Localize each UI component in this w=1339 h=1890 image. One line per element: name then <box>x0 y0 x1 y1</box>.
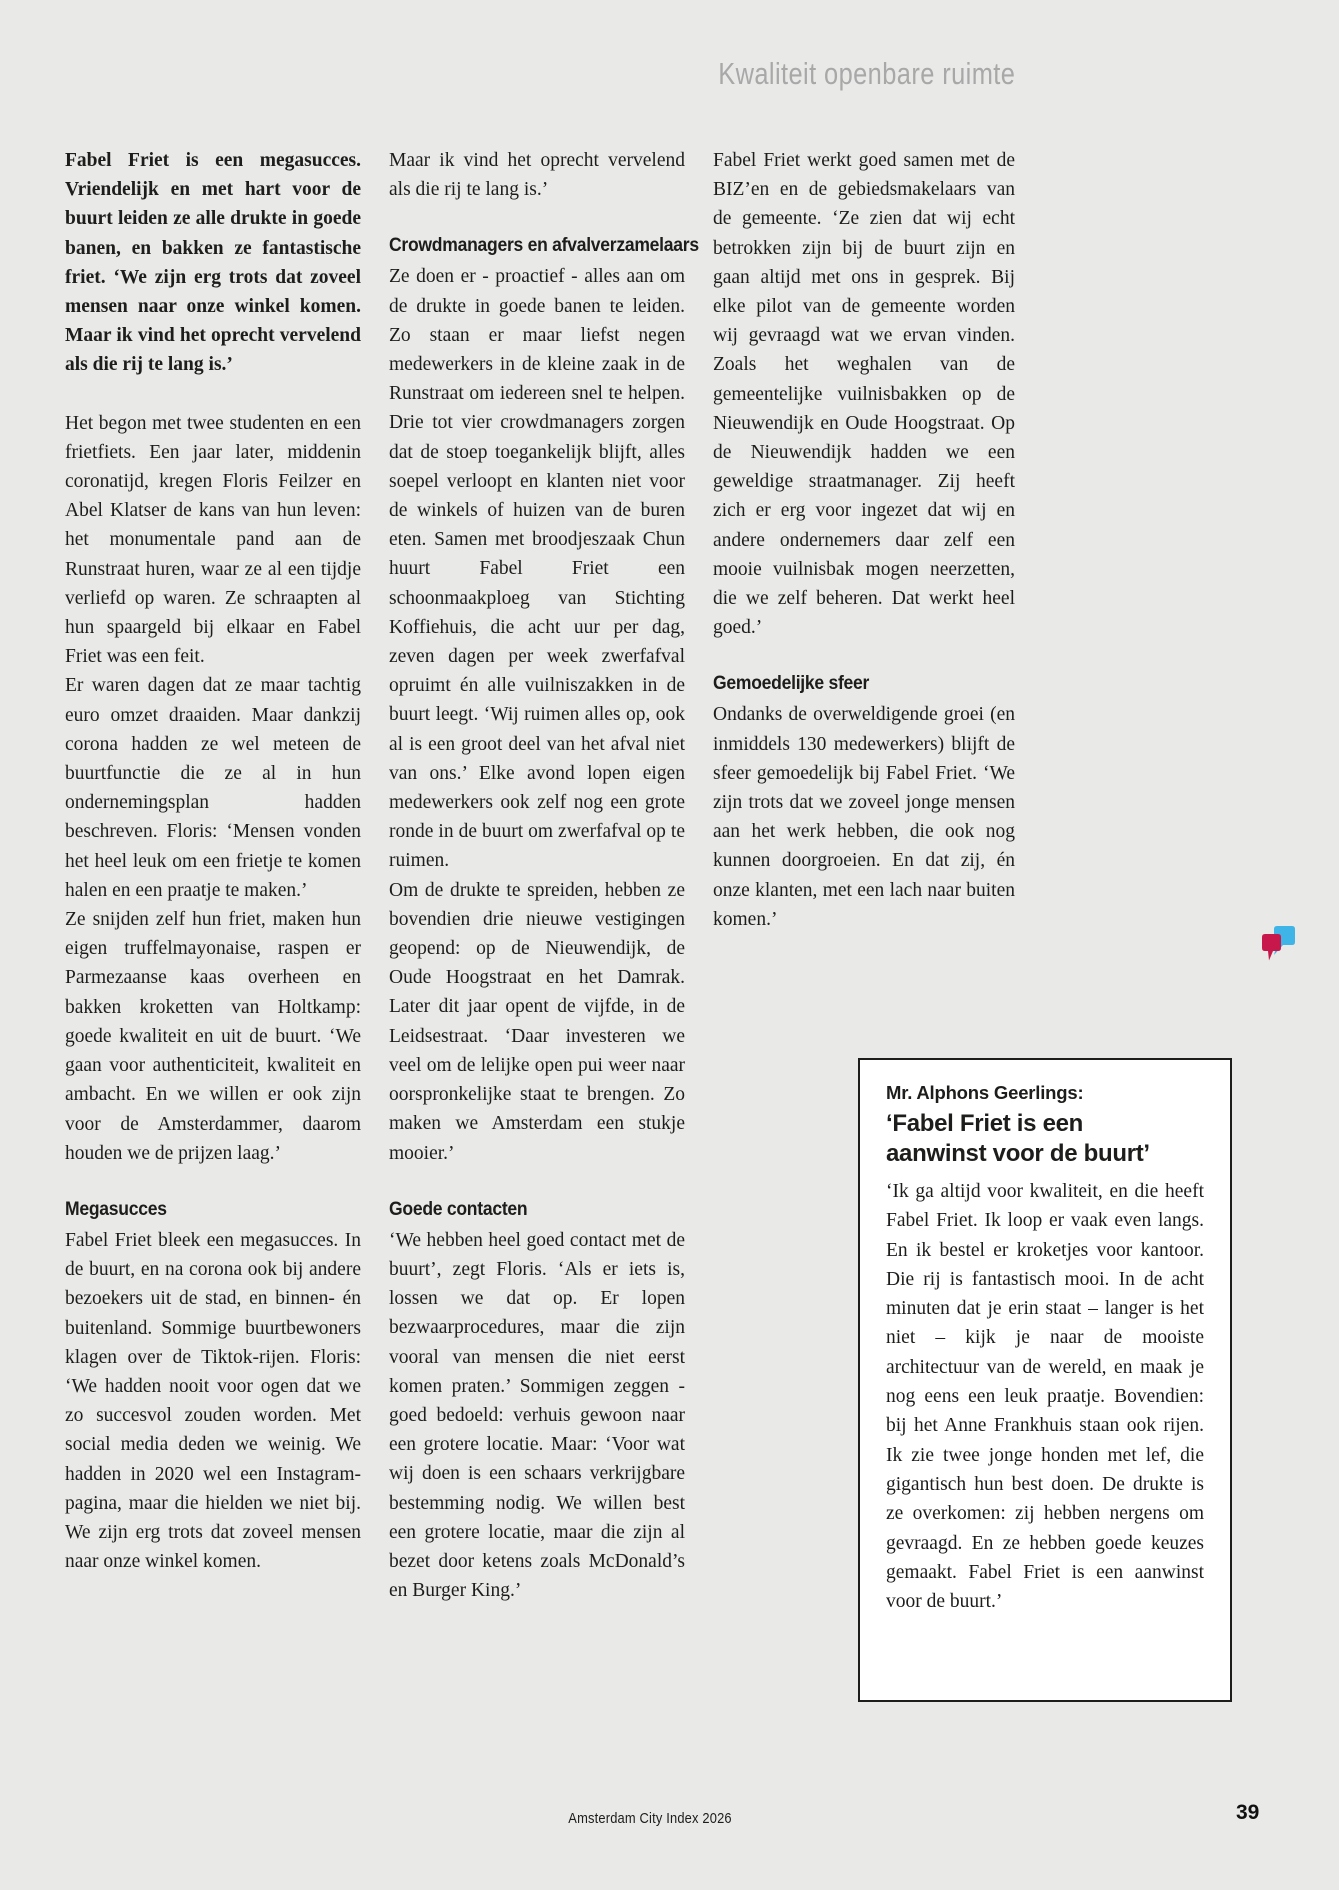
body-paragraph: ‘We hebben heel goed contact met de buurt’, zegt Floris. ‘Als er iets is, lossen we dat op. Er lopen bezwaarprocedures, maar die zijn vooral van mensen die niet eerst komen praten.’ Sommigen zeggen - goed bedoeld: verhuis gewoon naar een grotere locatie. Maar: ‘Voor wat wij doen is een schaars verkrijgbare bestemming nodig. We willen best een grotere locatie, maar die zijn al bezet door ketens zoals McDonald’s en Burger King.’ <box>389 1229 685 1602</box>
quote-box-body: ‘Ik ga altijd voor kwaliteit, en die heeft Fabel Friet. Ik loop er vaak even langs. En ik bestel er kroketjes voor kantoor. Die rij is fantastisch mooi. In de acht minuten dat je erin staat – langer is het niet – kijk je naar de mooiste architectuur van de wereld, en maak je nog eens een leuk praatje. Bovendien: bij het Anne Frankhuis staan ook rijen. Ik zie twee jonge honden met lef, die gigantisch hun best doen. De drukte is ze overkomen: zij hebben nergens om gevraagd. En ze hebben goede keuzes gemaakt. Fabel Friet is een aanwinst voor de buurt.’ <box>886 1181 1204 1613</box>
body-paragraph: Fabel Friet werkt goed samen met de BIZ’en en de gebiedsmakelaars van de gemeente. ‘Ze zien dat wij echt betrokken zijn bij de buurt zijn en gaan altijd met ons in gesprek. Bij elke pilot van de gemeente worden wij gevraagd wat we ervan vinden. Zoals het weghalen van de gemeentelijke vuilnisbakken op de Nieuwendijk en Oude Hoogstraat. Op de Nieuwendijk hadden we een geweldige straatmanager. Zij heeft zich er erg voor ingezet dat wij en andere ondernemers daar zelf een mooie vuilnisbak mogen neerzetten, die we zelf beheren. Dat werkt heel goed.’ <box>713 150 1015 639</box>
logo-red-bubble <box>1262 934 1281 961</box>
page-title: Kwaliteit openbare ruimte <box>717 56 1015 91</box>
speech-bubbles-logo-icon <box>1259 924 1297 964</box>
article-column-1 <box>65 146 361 1576</box>
section-heading-goede-contacten: Goede contacten <box>389 1197 528 1220</box>
article-intro-paragraph: Fabel Friet is een megasucces. Vriendelijk en met hart voor de buurt leiden ze alle drukte in goede banen, en bakken ze fantastische friet. ‘We zijn erg trots dat zoveel mensen naar onze winkel komen. Maar ik vind het oprecht vervelend als die rij te lang is.’ <box>65 150 361 376</box>
article-column-2 <box>389 146 699 1605</box>
page-number: 39 <box>1236 1801 1260 1824</box>
body-paragraph: Fabel Friet bleek een megasucces. In de buurt, en na corona ook bij andere bezoekers uit de stad, en binnen- én buitenland. Sommige buurtbewoners klagen over de Tiktok-rijen. Floris: ‘We hadden nooit voor ogen dat we zo succesvol zouden worden. Met social media deden we weinig. We hadden in 2020 wel een Instagram-pagina, maar die hielden we niet bij. We zijn erg trots dat zoveel mensen naar onze winkel komen. <box>65 1229 361 1573</box>
article-column-3 <box>713 146 1015 934</box>
body-paragraph: Het begon met twee studenten en een frietfiets. Een jaar later, middenin coronatijd, kregen Floris Feilzer en Abel Klatser de kans van hun leven: het monumentale pand aan de Runstraat huren, waar ze al een tijdje verliefd op waren. Ze schraapten al hun spaargeld bij elkaar en Fabel Friet was een feit. <box>65 412 361 668</box>
quote-box <box>858 1058 1232 1702</box>
quote-box-title <box>886 1109 1204 1169</box>
body-paragraph: Maar ik vind het oprecht vervelend als die rij te lang is.’ <box>389 150 685 201</box>
footer-publication-title: Amsterdam City Index 2026 <box>568 1810 732 1827</box>
body-paragraph: Ondanks de overweldigende groei (en inmiddels 130 medewerkers) blijft de sfeer gemoedelijk bij Fabel Friet. ‘We zijn trots dat we zoveel jonge mensen aan het werk hebben, die ook nog kunnen doorgroeien. En dat zij, én onze klanten, met een lach naar buiten komen.’ <box>713 704 1015 930</box>
section-heading-crowdmanagers: Crowdmanagers en afvalverzamelaars <box>389 234 699 257</box>
section-heading-gemoedelijke-sfeer: Gemoedelijke sfeer <box>713 672 870 695</box>
quote-box-title-line1: ‘Fabel Friet is een <box>886 1110 1084 1137</box>
section-heading-megasucces: Megasucces <box>65 1197 167 1220</box>
quote-box-title-line2: aanwinst voor de buurt’ <box>886 1140 1150 1167</box>
body-paragraph: Ze doen er - proactief - alles aan om de drukte in goede banen te leiden. Zo staan er maar liefst negen medewerkers in de kleine zaak in de Runstraat om iedereen snel te helpen. Drie tot vier crowdmanagers zorgen dat de stoep toegankelijk blijft, alles soepel verloopt en klanten niet voor de winkels of huizen van de buren eten. Samen met broodjeszaak Chun huurt Fabel Friet een schoonmaakploeg van Stichting Koffiehuis, die acht uur per dag, zeven dagen per week zwerfafval opruimt én alle vuilniszakken in de buurt leegt. ‘Wij ruimen alles op, ook al is een groot deel van het afval niet van ons.’ Elke avond lopen eigen medewerkers ook zelf nog een grote ronde in de buurt om zwerfafval op te ruimen. <box>389 266 685 872</box>
body-paragraph: Ze snijden zelf hun friet, maken hun eigen truffelmayonaise, raspen er Parmezaanse kaas overheen en bakken kroketten van Holtkamp: goede kwaliteit en uit de buurt. ‘We gaan voor authenticiteit, kwaliteit en ambacht. En we willen er ook zijn voor de Amsterdammer, daarom houden we de prijzen laag.’ <box>65 909 361 1164</box>
quote-box-kicker: Mr. Alphons Geerlings: <box>886 1082 1084 1103</box>
body-paragraph: Er waren dagen dat ze maar tachtig euro omzet draaiden. Maar dankzij corona hadden ze wel meteen de buurtfunctie die ze al in hun ondernemingsplan hadden beschreven. Floris: ‘Mensen vonden het heel leuk om een frietje te komen halen en een praatje te maken.’ <box>65 675 361 901</box>
body-paragraph: Om de drukte te spreiden, hebben ze bovendien drie nieuwe vestigingen geopend: op de Nieuwendijk, de Oude Hoogstraat en het Damrak. Later dit jaar opent de vijfde, in de Leidsestraat. ‘Daar investeren we veel om de lelijke open pui weer naar oorspronkelijke staat te brengen. Zo maken we Amsterdam een stukje mooier.’ <box>389 879 685 1164</box>
